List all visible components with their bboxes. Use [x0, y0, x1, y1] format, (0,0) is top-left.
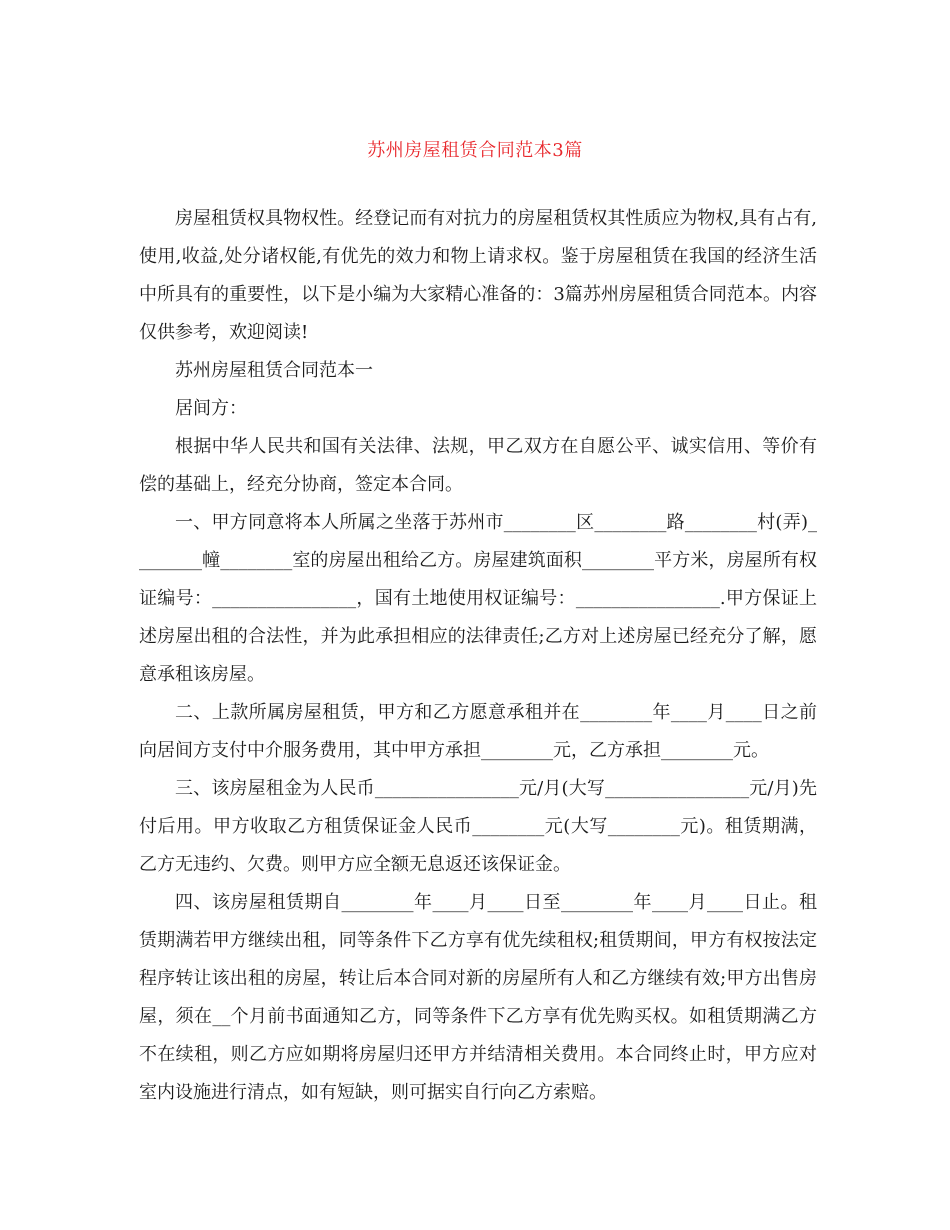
clause-3-paragraph: 三、该房屋租金为人民币________________元/月(大写________________元/月)先付后用。甲方收取乙方租赁保证金人民币________元(大写________元)。租赁期满，乙方无违约、欠费。则甲方应全额无息返还该保证金。 — [139, 778, 818, 875]
clause-2-paragraph: 二、上款所属房屋租赁，甲方和乙方愿意承租并在________年____月____日之前向居间方支付中介服务费用，其中甲方承担________元，乙方承担________元。 — [139, 702, 817, 761]
document-title: 苏州房屋租赁合同范本3篇 — [367, 140, 583, 161]
clause-1-paragraph: 一、甲方同意将本人所属之坐落于苏州市________区________路________村(弄)________幢________室的房屋出租给乙方。房屋建筑面积________平方米，房屋所有权证编号：________________，国有土地使用权证编号：________________.甲方保证上述房屋出租的合法性，并为此承担相应的法律责任;乙方对上述房屋已经充分了解，愿意承租该房屋。 — [139, 512, 817, 685]
document-body — [139, 200, 817, 1112]
contract-heading: 苏州房屋租赁合同范本一 — [175, 360, 373, 381]
intermediary-line: 居间方： — [175, 398, 247, 419]
intro-paragraph: 房屋租赁权具物权性。经登记而有对抗力的房屋租赁权其性质应为物权,具有占有,使用,收益,处分诸权能,有优先的效力和物上请求权。鉴于房屋租赁在我国的经济生活中所具有的重要性，以下是小编为大家精心准备的：3篇苏州房屋租赁合同范本。内容仅供参考，欢迎阅读! — [139, 208, 817, 343]
clause-4-paragraph: 四、该房屋租赁期自________年____月____日至________年____月____日止。租赁期满若甲方继续出租，同等条件下乙方享有优先续租权;租赁期间，甲方有权按法定程序转让该出租的房屋，转让后本合同对新的房屋所有人和乙方继续有效;甲方出售房屋，须在__个月前书面通知乙方，同等条件下乙方享有优先购买权。如租赁期满乙方不在续租，则乙方应如期将房屋归还甲方并结清相关费用。本合同终止时，甲方应对室内设施进行清点，如有短缺，则可据实自行向乙方索赔。 — [139, 892, 817, 1103]
preamble-paragraph: 根据中华人民共和国有关法律、法规，甲乙双方在自愿公平、诚实信用、等价有偿的基础上，经充分协商，签定本合同。 — [139, 436, 817, 495]
